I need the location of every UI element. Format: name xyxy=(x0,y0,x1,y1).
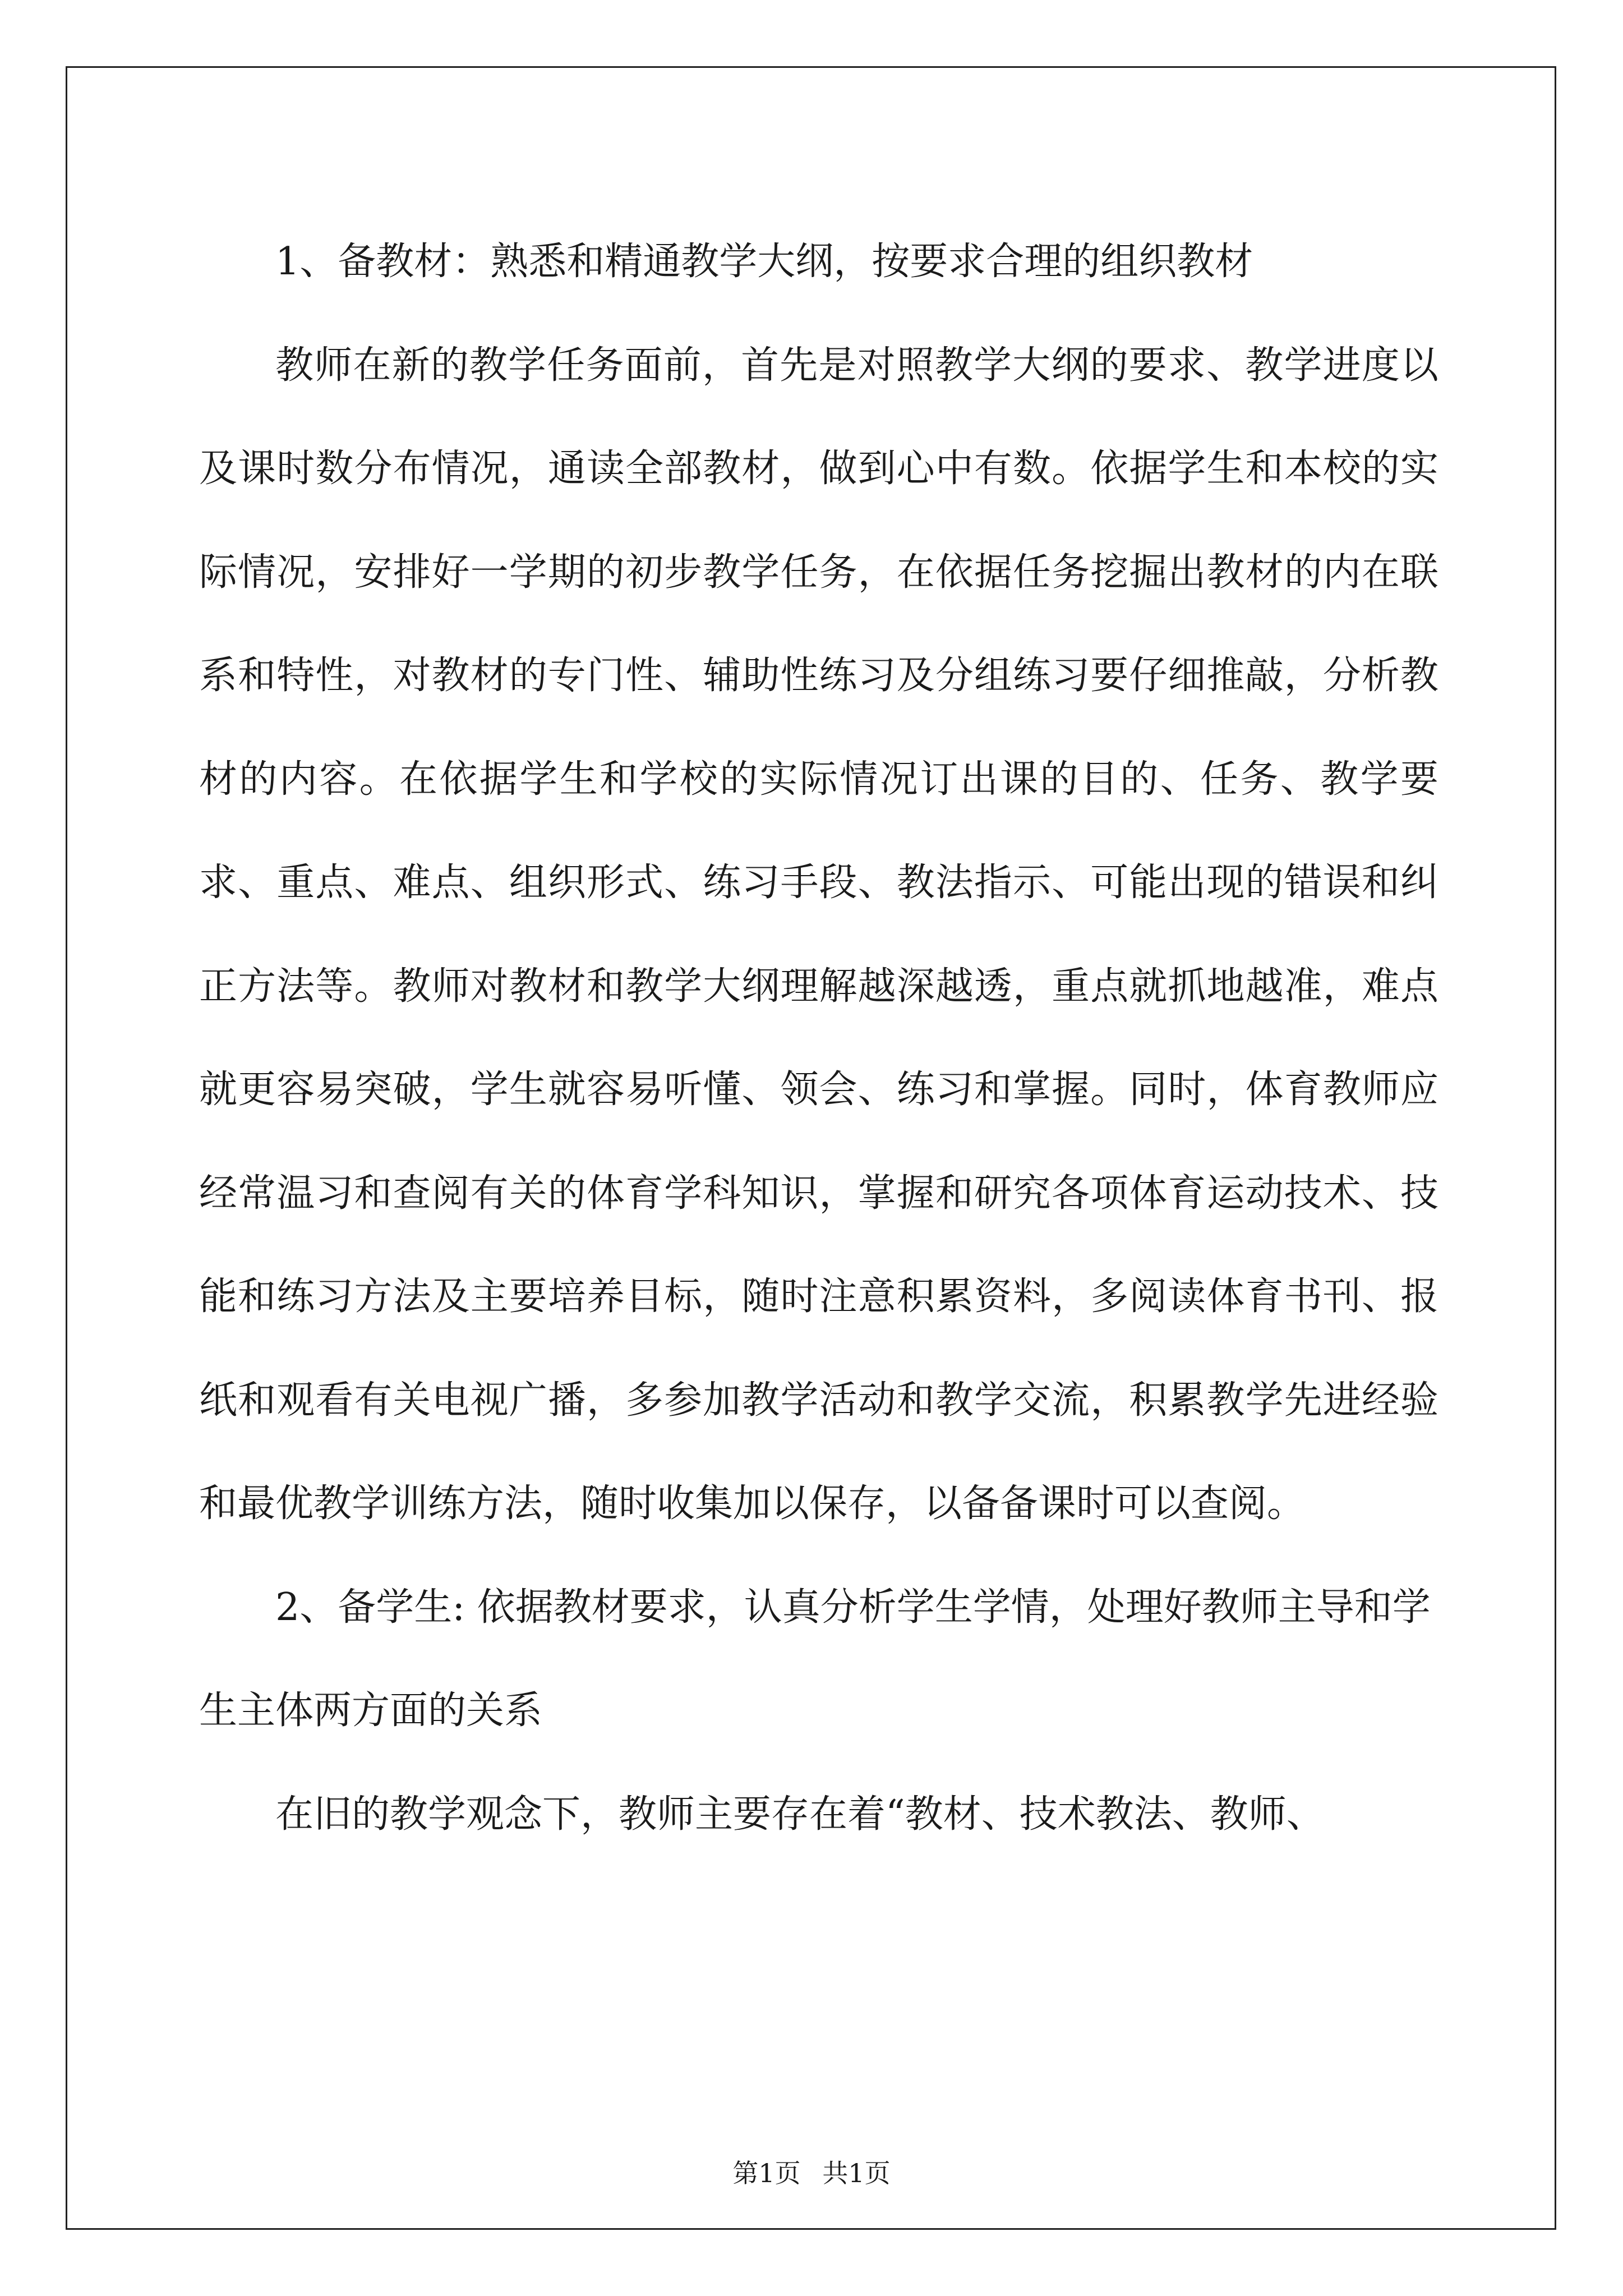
page-footer xyxy=(0,2153,1623,2190)
section-1-heading: 1、备教材：熟悉和精通教学大纲，按要求合理的组织教材 xyxy=(275,240,1253,284)
document-body xyxy=(199,210,1438,1866)
section-2-heading: 2、备学生: 依据教材要求，认真分析学生学情，处理好教师主导和学生主体两方面的关系 xyxy=(199,1585,1431,1733)
section-2-paragraph: 在旧的教学观念下，教师主要存在着“教材、技术教法、教师、 xyxy=(275,1792,1325,1837)
page-number: 第1页 xyxy=(732,2158,801,2188)
page-total: 共1页 xyxy=(822,2158,891,2188)
section-1-paragraph: 教师在新的教学任务面前，首先是对照教学大纲的要求、教学进度以及课时数分布情况，通读全部教材，做到心中有数。依据学生和本校的实际情况，安排好一学期的初步教学任务，在依据任务挖掘出教材的内在联系和特性，对教材的专门性、辅助性练习及分组练习要仔细推敲，分析教材的内容。在依据学生和学校的实际情况订出课的目的、任务、教学要求、重点、难点、组织形式、练习手段、教法指示、可能出现的错误和纠正方法等。教师对教材和教学大纲理解越深越透，重点就抓地越准，难点就更容易突破，学生就容易听懂、领会、练习和掌握。同时，体育教师应经常温习和查阅有关的体育学科知识，掌握和研究各项体育运动技术、技能和练习方法及主要培养目标，随时注意积累资料，多阅读体育书刊、报纸和观看有关电视广播，多参加教学活动和教学交流，积累教学先进经验和最优教学训练方法，随时收集加以保存，以备备课时可以查阅。 xyxy=(199,343,1438,1526)
